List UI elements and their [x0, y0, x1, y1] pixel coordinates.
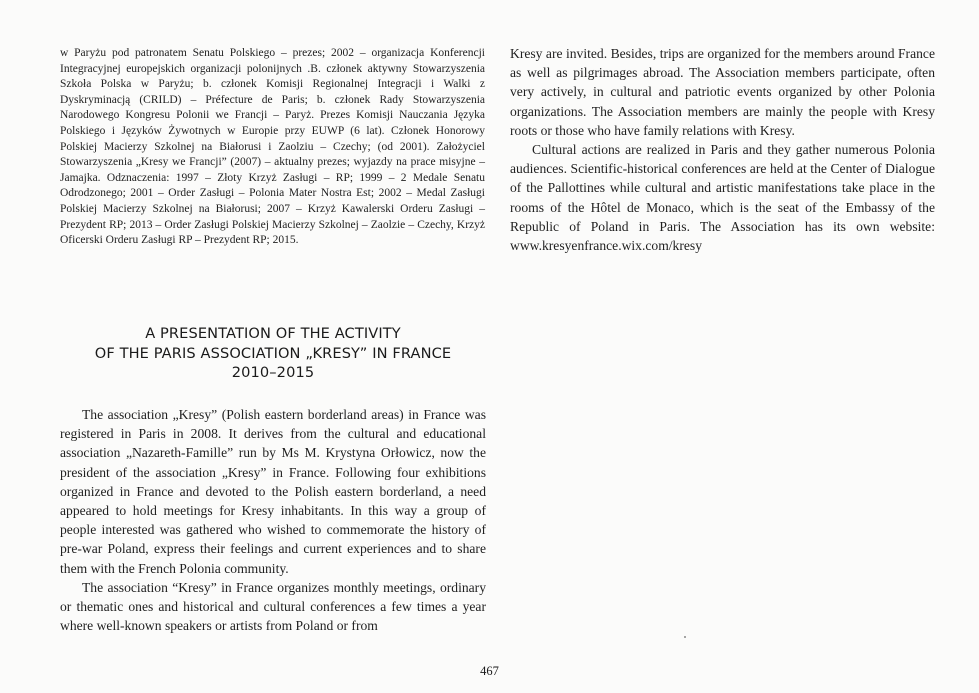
biography-text: w Paryżu pod patronatem Senatu Polskiego – prezes; 2002 – organizacja Konferencji Integracyjnej europejskich organizacji polonijnych .B. członek aktywny Stowarzyszenia Szkoła Polska w Paryżu; b. członek Komisji Regionalnej Integracji i Walki z Dyskryminacją (CRILD) – Préfecture de Paris; b. członek Rady Stowarzyszenia Narodowego Kongresu Polonii we Francji – Paryż. Prezes Komisji Nauczania Języka Polskiego i Języków Żywotnych w Europie przy EUWP (6 lat). Członek Honorowy Polskiej Macierzy Szkolnej na Białorusi i Zaolziu – Czechy; (od 2001). Założyciel Stowarzyszenia „Kresy we Francji” (2007) – aktualny prezes; wyjazdy na prace misyjne – Jamajka. Odznaczenia: 1997 – Złoty Krzyż Zasługi – RP; 1999 – 2 Medale Senatu Odrodzonego; 2001 – Order Zasługi – Polonia Mater Nostra Est; 2002 – Medal Zasługi Polskiej Macierzy Szkolnej na Białorusi; 2007 – Krzyż Kawalerski Orderu Zasługi – Prezydent RP; 2013 – Order Zasługi Polskiej Macierzy Szkolnej – Zaolzie – Czechy, Krzyż Oficerski Orderu Zasługi RP – Prezydent RP; 2015. — [60, 47, 485, 247]
body-paragraph-1: The association „Kresy” (Polish eastern borderland areas) in France was registered in Paris in 2008. It derives from the cultural and educational association „Nazareth-Famille” run by Ms M. Krystyna Orłowicz, now the president of the association „Kresy” in France. Following four exhibitions organized in France and devoted to the Polish eastern borderland, a need appeared to hold meetings for Kresy inhabitants. In this way a group of people interested was gathered who wished to commemorate the history of pre-war Poland, express their feelings and current experiences and to share them with the French Polonia community. — [60, 407, 486, 576]
heading-line-3: 2010–2015 — [231, 364, 315, 382]
heading-line-1: A PRESENTATION OF THE ACTIVITY — [145, 325, 401, 342]
right-paragraph-2: Cultural actions are realized in Paris and they gather numerous Polonia audiences. Scientific-historical conferences are held at the Center of Dialogue of the Pallottines while cultural and artistic manifestations take place in the rooms of the Hôtel de Monaco, which is the seat of the Embassy of the Republic of Poland in Paris. The Association has its own website: www.kresyenfrance.wix.com/kresy — [510, 142, 935, 254]
body-paragraph-2: The association “Kresy” in France organizes monthly meetings, ordinary or thematic ones and historical and cultural conferences a few times a year where well-known speakers or artists from Poland or from — [60, 579, 486, 634]
right-column — [510, 44, 935, 255]
heading-line-2: OF THE PARIS ASSOCIATION „KRESY” IN FRANCE — [94, 344, 452, 362]
left-body-column — [60, 405, 486, 635]
right-paragraph-1: Kresy are invited. Besides, trips are organized for the members around France as well as pilgrimages abroad. The Association members participate, often very actively, in cultural and patriotic events organized by other Polonia organizations. The Association members are mainly the people with Kresy roots or those who have family relations with Kresy. — [510, 46, 935, 138]
scan-speck — [684, 636, 686, 638]
page-number: 467 — [480, 664, 499, 678]
biography-continuation — [60, 46, 485, 249]
section-heading — [60, 324, 486, 383]
